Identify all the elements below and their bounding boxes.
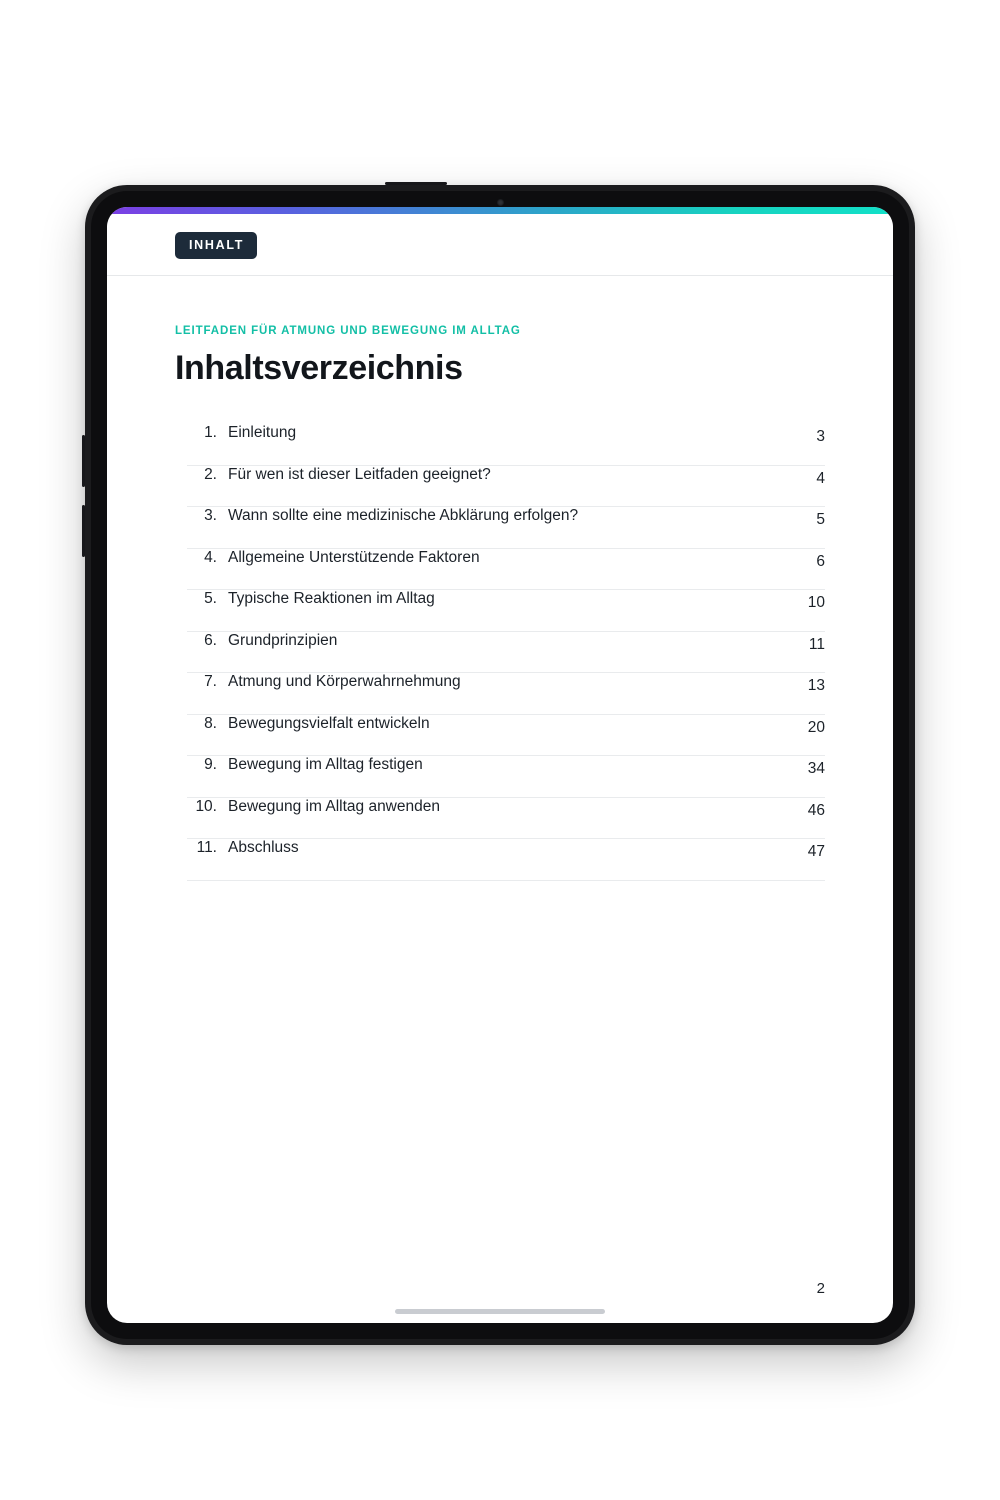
toc-entry-page: 47 — [807, 843, 825, 860]
footer-page-number: 2 — [816, 1280, 825, 1297]
toc-entry-label: Einleitung — [228, 424, 297, 441]
toc-entry-page: 20 — [807, 718, 825, 736]
toc-entry-label: Für wen ist dieser Leitfaden geeignet? — [228, 465, 491, 483]
toc-entry[interactable] — [187, 549, 825, 591]
toc-entry-label: Bewegung im Alltag festigen — [228, 756, 423, 773]
toc-entry-page: 3 — [816, 428, 825, 445]
toc-entry-number: 3. — [204, 507, 217, 524]
toc-entry[interactable] — [187, 839, 825, 881]
toc-entry[interactable] — [187, 424, 825, 466]
home-indicator[interactable] — [395, 1309, 605, 1314]
toc-entry-label: Allgemeine Unterstützende Faktoren — [228, 548, 480, 566]
toc-entry-number: 1. — [204, 424, 217, 441]
toc-entry[interactable] — [187, 507, 825, 549]
camera-dot-icon — [497, 199, 504, 206]
section-chip-inhalt: INHALT — [175, 232, 257, 259]
toc-entry-number: 10. — [195, 797, 217, 815]
power-button[interactable] — [385, 182, 447, 185]
toc-entry-page: 6 — [816, 552, 825, 570]
toc-entry-number: 11. — [196, 839, 217, 856]
toc-entry[interactable] — [187, 715, 825, 757]
toc-entry[interactable] — [187, 590, 825, 632]
toc-entry[interactable] — [187, 756, 825, 798]
toc-entry-label: Typische Reaktionen im Alltag — [228, 590, 435, 607]
tablet-device — [85, 185, 915, 1345]
toc-entry-label: Wann sollte eine medizinische Abklärung erfolgen? — [228, 507, 579, 524]
toc-entry-page: 5 — [816, 511, 825, 528]
toc-entry-page: 46 — [807, 801, 825, 819]
gradient-accent-bar — [107, 207, 893, 214]
toc-entry-label: Bewegung im Alltag anwenden — [228, 797, 440, 815]
volume-down-button[interactable] — [82, 505, 85, 557]
toc-entry-label: Bewegungsvielfalt entwickeln — [228, 714, 430, 732]
toc-entry-label: Grundprinzipien — [228, 631, 338, 649]
toc-entry[interactable] — [187, 632, 825, 674]
toc-entry-number: 4. — [204, 548, 217, 566]
toc-entry-number: 2. — [204, 465, 217, 483]
toc-entry-page: 11 — [808, 635, 825, 653]
document-header — [107, 214, 893, 276]
toc-entry[interactable] — [187, 673, 825, 715]
volume-up-button[interactable] — [82, 435, 85, 487]
toc-entry[interactable] — [187, 798, 825, 840]
toc-entry-page: 13 — [807, 677, 825, 694]
toc-entry-page: 34 — [807, 760, 825, 777]
toc-entry-number: 5. — [204, 590, 217, 607]
toc-entry-number: 9. — [204, 756, 217, 773]
toc-entry[interactable] — [187, 466, 825, 508]
toc-entry-number: 7. — [204, 673, 217, 690]
toc-entry-label: Abschluss — [228, 839, 299, 856]
toc-entry-page: 4 — [816, 469, 825, 487]
device-screen — [107, 207, 893, 1323]
document-content — [107, 277, 893, 1323]
toc-entry-page: 10 — [807, 594, 825, 611]
toc-entry-number: 8. — [204, 714, 217, 732]
table-of-contents — [175, 424, 825, 881]
document-eyebrow: LEITFADEN FÜR ATMUNG UND BEWEGUNG IM ALLTAG — [175, 325, 521, 337]
page-title: Inhaltsverzeichnis — [175, 349, 463, 387]
toc-entry-label: Atmung und Körperwahrnehmung — [228, 673, 461, 690]
toc-entry-number: 6. — [204, 631, 217, 649]
